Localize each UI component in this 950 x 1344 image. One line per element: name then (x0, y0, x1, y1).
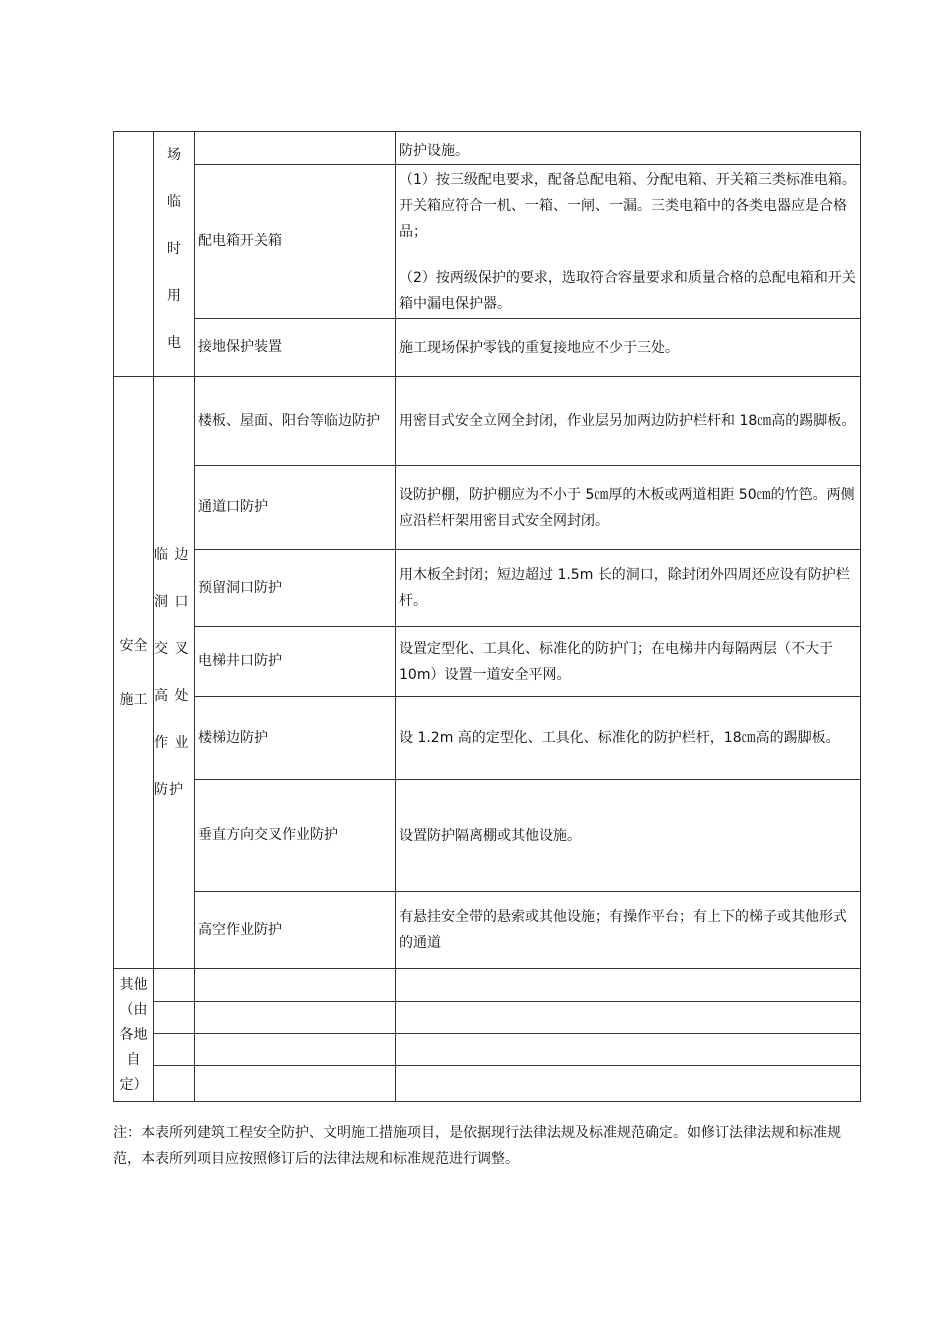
requirement-cell (396, 466, 861, 550)
table-row (114, 377, 861, 466)
blank-cell (154, 969, 195, 1002)
requirement-text: 用木板全封闭；短边超过 1.5m 长的洞口，除封闭外四周还应设有防护栏杆。 (399, 567, 850, 609)
category-safety (114, 377, 154, 969)
item-cell (195, 697, 396, 780)
requirement-text: 设置定型化、工具化、标准化的防护门；在电梯井内每隔两层（不大于 10m）设置一道安全平网。 (399, 640, 833, 683)
table-row (114, 1002, 861, 1034)
table-row (114, 892, 861, 969)
requirement-cell (396, 377, 861, 466)
requirement-text: 设置防护隔离棚或其他设施。 (399, 827, 581, 844)
requirement-cell (396, 780, 861, 892)
item-cell (195, 165, 396, 319)
requirement-cell (396, 627, 861, 697)
category-text: 自 (126, 1051, 141, 1068)
item-text: 电梯井口防护 (198, 653, 282, 669)
category-text: 各地 (119, 1026, 148, 1043)
item-text: 高空作业防护 (198, 921, 282, 938)
requirement-cell (396, 697, 861, 780)
requirement-text: 有悬挂安全带的悬索或其他设施；有操作平台；有上下的梯子或其他形式的通道 (399, 909, 847, 951)
requirement-text: 设防护棚，防护棚应为不小于 5㎝厚的木板或两道相距 50㎝的竹笆。两侧应沿栏杆架用密目式安全网封闭。 (399, 486, 855, 529)
blank-cell (154, 1034, 195, 1066)
category-text: 定） (119, 1076, 148, 1093)
footnote: 注：本表所列建筑工程安全防护、文明施工措施项目，是依据现行法律法规及标准规范确定。如修订法律法规和标准规范，本表所列项目应按照修订后的法律法规和标准规范进行调整。 (113, 1125, 841, 1167)
table-row (114, 319, 861, 377)
item-text: 接地保护装置 (198, 339, 282, 355)
requirement-text: 设 1.2m 高的定型化、工具化、标准化的防护栏杆，18㎝高的踢脚板。 (399, 730, 840, 746)
blank-cell (396, 1066, 861, 1102)
sub-char: 电 (167, 335, 181, 351)
sub-category-temp-power (154, 132, 195, 377)
table-row (114, 466, 861, 550)
blank-cell (396, 969, 861, 1002)
category-text: 其他 (119, 976, 148, 993)
sub-line: 洞 口 (154, 593, 190, 610)
table-row (114, 969, 861, 1002)
blank-cell (195, 1066, 396, 1102)
requirement-cell (396, 892, 861, 969)
blank-cell (396, 1002, 861, 1034)
item-cell (195, 132, 396, 165)
item-text: 楼梯边防护 (198, 729, 268, 746)
item-cell (195, 319, 396, 377)
sub-char: 场 (167, 147, 181, 163)
blank-cell (154, 1066, 195, 1102)
sub-line: 高 处 (154, 687, 190, 704)
sub-line: 交 叉 (154, 640, 190, 657)
item-cell (195, 550, 396, 627)
table-row (114, 550, 861, 627)
item-text: 配电箱开关箱 (198, 233, 282, 249)
sub-line: 临 边 (154, 546, 190, 563)
item-text: 楼板、屋面、阳台等临边防护 (198, 412, 380, 429)
measures-table (113, 131, 861, 1102)
item-text: 通道口防护 (198, 499, 268, 515)
table-row (114, 697, 861, 780)
requirement-text: 用密目式安全立网全封闭，作业层另加两边防护栏杆和 18㎝高的踢脚板。 (399, 413, 856, 429)
sub-line: 防护 (154, 781, 184, 798)
category-text: 安全 (119, 637, 148, 654)
category-cell-blank (114, 132, 154, 377)
table-row (114, 1034, 861, 1066)
table-row (114, 132, 861, 165)
blank-cell (396, 1034, 861, 1066)
item-cell (195, 627, 396, 697)
blank-cell (195, 969, 396, 1002)
table-row (114, 780, 861, 892)
requirement-cell (396, 132, 861, 165)
table-row (114, 165, 861, 319)
sub-char: 临 (167, 194, 181, 210)
item-cell (195, 466, 396, 550)
sub-char: 用 (167, 288, 181, 304)
item-text: 垂直方向交叉作业防护 (198, 827, 338, 843)
item-text: 预留洞口防护 (198, 579, 282, 596)
item-cell (195, 892, 396, 969)
table-row (114, 1066, 861, 1102)
sub-line: 作 业 (154, 734, 190, 751)
blank-cell (195, 1002, 396, 1034)
requirement-cell (396, 319, 861, 377)
blank-cell (154, 1002, 195, 1034)
requirement-cell (396, 550, 861, 627)
item-cell (195, 377, 396, 466)
requirement-cell (396, 165, 861, 319)
table-row (114, 627, 861, 697)
item-cell (195, 780, 396, 892)
requirement-text: 施工现场保护零钱的重复接地应不少于三处。 (399, 339, 679, 356)
blank-cell (195, 1034, 396, 1066)
sub-category-edge-protection (154, 377, 195, 969)
requirement-text: （1）按三级配电要求，配备总配电箱、分配电箱、开关箱三类标准电箱。开关箱应符合一机、一箱、一闸、一漏。三类电箱中的各类电器应是合格品； (399, 171, 856, 240)
category-text: （由 (119, 1001, 148, 1018)
sub-char: 时 (167, 241, 181, 257)
requirement-text: 防护设施。 (399, 143, 469, 159)
category-text: 施工 (119, 691, 148, 708)
requirement-text: （2）按两级保护的要求，选取符合容量要求和质量合格的总配电箱和开关箱中漏电保护器。 (399, 269, 856, 312)
category-other (114, 969, 154, 1102)
